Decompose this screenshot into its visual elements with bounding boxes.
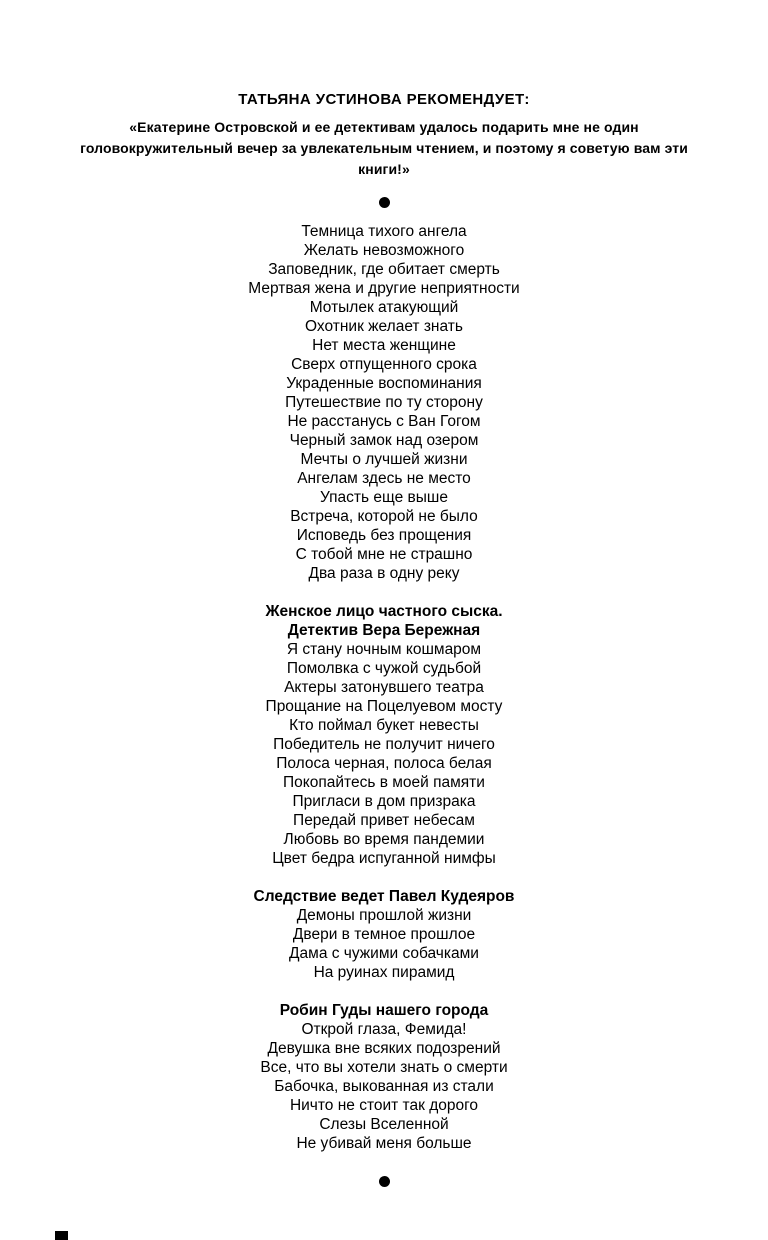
book-title: Ангелам здесь не место [297, 470, 471, 487]
section-heading: Робин Гуды нашего города [279, 1002, 489, 1019]
book-section [0, 222, 768, 583]
book-title: Нет места женщине [312, 337, 456, 354]
book-title: Слезы Вселенной [319, 1116, 449, 1133]
book-title: Исповедь без прощения [296, 527, 472, 544]
book-title: Не убивай меня больше [296, 1135, 472, 1152]
book-title: Цвет бедра испуганной нимфы [272, 850, 496, 867]
book-title: Двери в темное прошлое [292, 926, 476, 943]
section-heading: Следствие ведет Павел Кудеяров [253, 888, 515, 905]
book-title: Ничто не стоит так дорого [289, 1097, 479, 1114]
recommendation-quote-line-2: головокружительный вечер за увлекательным чтением, и поэтому я советую вам эти книги!» [80, 140, 688, 177]
book-title: Я стану ночным кошмаром [286, 641, 482, 658]
book-title: Охотник желает знать [305, 318, 463, 335]
book-title: Открой глаза, Фемида! [301, 1021, 467, 1038]
book-title: Темница тихого ангела [301, 223, 467, 240]
bullet-icon [379, 197, 390, 208]
book-title: Покопайтесь в моей памяти [283, 774, 485, 791]
book-title: Демоны прошлой жизни [296, 907, 472, 924]
book-title: Передай привет небесам [293, 812, 475, 829]
book-title: Мечты о лучшей жизни [300, 451, 468, 468]
book-title: Мертвая жена и другие неприятности [248, 280, 520, 297]
book-title: Два раза в одну реку [308, 565, 460, 582]
section-heading: Детектив Вера Бережная [287, 622, 481, 639]
book-title: Девушка вне всяких подозрений [267, 1040, 501, 1057]
book-sections [0, 222, 768, 1153]
book-title: Кто поймал букет невесты [289, 717, 479, 734]
separator-row-top [0, 195, 768, 213]
book-title: Актеры затонувшего театра [284, 679, 484, 696]
book-section [0, 887, 768, 982]
book-title: Мотылек атакующий [309, 299, 459, 316]
book-title: На руинах пирамид [313, 964, 455, 981]
book-title: С тобой мне не страшно [295, 546, 473, 563]
book-title: Украденные воспоминания [286, 375, 482, 392]
book-title: Встреча, которой не было [290, 508, 478, 525]
book-title: Победитель не получит ничего [273, 736, 495, 753]
book-title: Дама с чужими собачками [289, 945, 479, 962]
book-title: Бабочка, выкованная из стали [274, 1078, 494, 1095]
page-edge-mark [55, 1231, 68, 1240]
book-title: Полоса черная, полоса белая [276, 755, 492, 772]
book-title: Все, что вы хотели знать о смерти [260, 1059, 508, 1076]
bullet-icon [379, 1176, 390, 1187]
book-title: Путешествие по ту сторону [285, 394, 483, 411]
book-title: Не расстанусь с Ван Гогом [287, 413, 481, 430]
book-title: Черный замок над озером [289, 432, 479, 449]
recommendation-quote [64, 117, 704, 180]
book-title: Желать невозможного [303, 242, 465, 259]
book-section [0, 1001, 768, 1153]
book-title: Любовь во время пандемии [283, 831, 485, 848]
book-title: Прощание на Поцелуевом мосту [265, 698, 503, 715]
book-title: Помолвка с чужой судьбой [286, 660, 482, 677]
book-title: Сверх отпущенного срока [291, 356, 477, 373]
book-title: Пригласи в дом призрака [292, 793, 476, 810]
separator-row-bottom [0, 1174, 768, 1192]
section-heading: Женское лицо частного сыска. [265, 603, 503, 620]
book-title: Заповедник, где обитает смерть [268, 261, 500, 278]
recommendation-title: ТАТЬЯНА УСТИНОВА РЕКОМЕНДУЕТ: [238, 91, 530, 108]
recommendation-quote-line-1: «Екатерине Островской и ее детективам удалось подарить мне не один [129, 119, 639, 135]
book-title: Упасть еще выше [320, 489, 448, 506]
book-section [0, 602, 768, 868]
